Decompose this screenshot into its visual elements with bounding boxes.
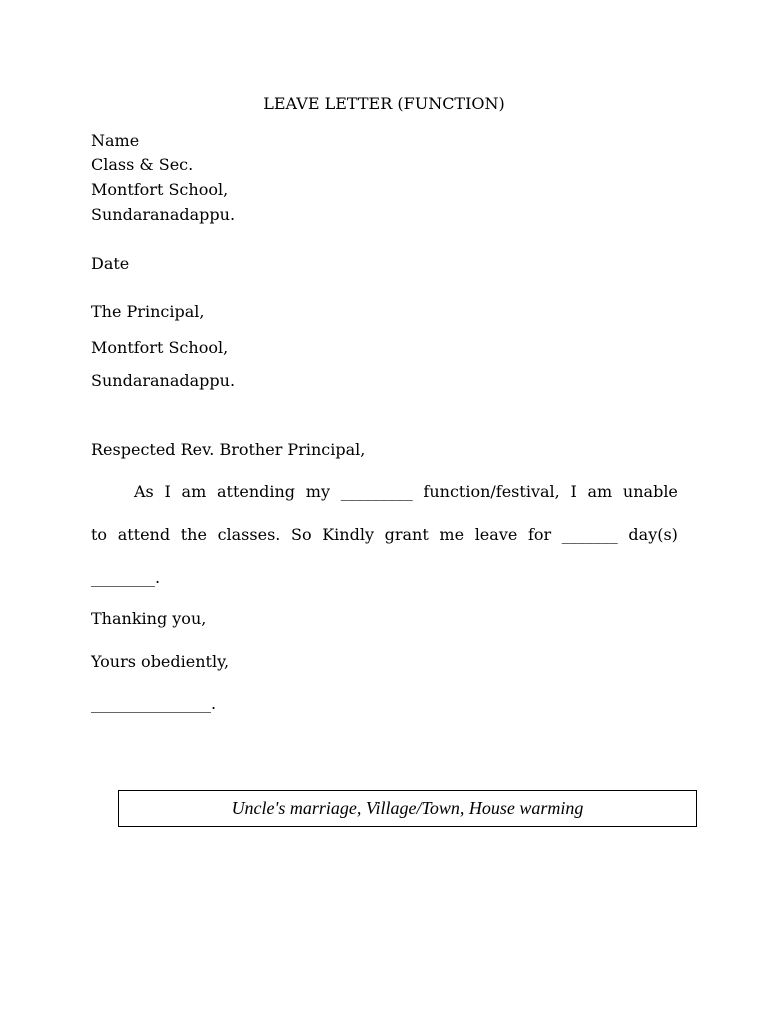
word: As — [134, 482, 154, 501]
salutation: Respected Rev. Brother Principal, — [91, 440, 366, 459]
date-label: Date — [91, 254, 130, 273]
sender-school: Montfort School, — [91, 180, 229, 199]
sender-name: Name — [91, 131, 140, 150]
word: classes. — [217, 525, 281, 544]
word: day(s) — [628, 525, 678, 544]
sender-class-sec: Class & Sec. — [91, 155, 194, 174]
word: grant — [384, 525, 429, 544]
word: for — [527, 525, 552, 544]
word: So — [291, 525, 312, 544]
hint-text: Uncle's marriage, Village/Town, House warming — [231, 798, 584, 818]
hint-box — [118, 790, 697, 827]
word: am — [587, 482, 613, 501]
word: the — [180, 525, 207, 544]
signature-blank: _______________. — [91, 694, 217, 713]
word: attending — [216, 482, 296, 501]
word: leave — [474, 525, 518, 544]
word: unable — [622, 482, 678, 501]
word: attend — [117, 525, 171, 544]
body-line-3-blank: ________. — [91, 568, 161, 587]
body-line-2 — [91, 525, 678, 545]
days-blank: _______ — [561, 525, 618, 544]
word: function/festival, — [423, 482, 560, 501]
word: I — [164, 482, 171, 501]
word: my — [305, 482, 330, 501]
recipient-place: Sundaranadappu. — [91, 371, 236, 390]
closing-thanks: Thanking you, — [91, 609, 207, 628]
sender-place: Sundaranadappu. — [91, 205, 236, 224]
word: I — [570, 482, 577, 501]
closing-sign-off: Yours obediently, — [91, 652, 230, 671]
word: to — [91, 525, 108, 544]
word: Kindly — [322, 525, 374, 544]
recipient-title: The Principal, — [91, 302, 205, 321]
word: me — [439, 525, 465, 544]
body-line-1 — [134, 482, 678, 502]
word: am — [181, 482, 207, 501]
page-title: LEAVE LETTER (FUNCTION) — [263, 94, 505, 113]
function-blank: _________ — [340, 482, 413, 501]
recipient-school: Montfort School, — [91, 338, 229, 357]
